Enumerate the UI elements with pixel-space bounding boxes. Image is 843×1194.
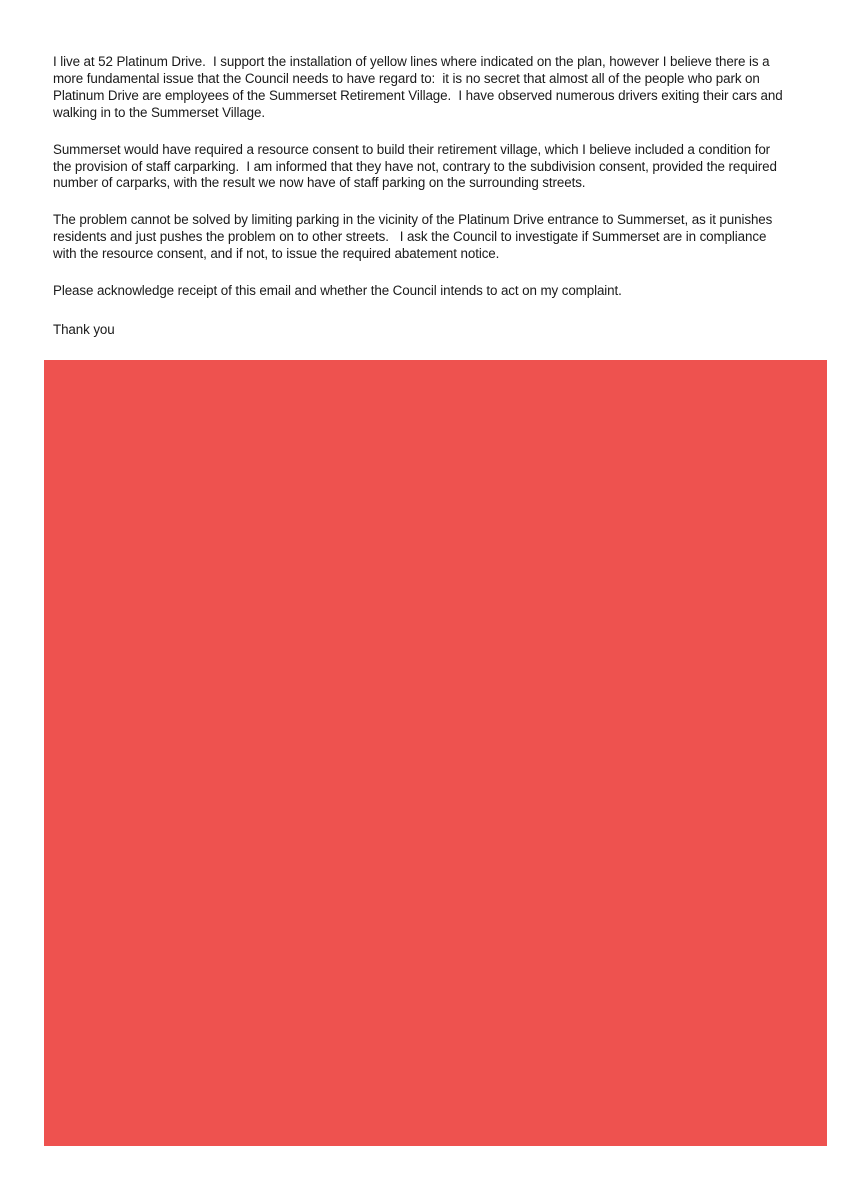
paragraph-address-support: I live at 52 Platinum Drive. I support the installation of yellow lines where indicated on the plan, however I believe there is a more fundamental issue that the Council needs to have regard to: it is no secret that almost all of the people who park on Platinum Drive are employees of the Summerset Retirement Village. I have observed numerous drivers exiting their cars and walking in to the Summerset Village. xyxy=(53,54,787,120)
letter-body xyxy=(53,54,791,339)
paragraph-acknowledge: Please acknowledge receipt of this email and whether the Council intends to act on my complaint. xyxy=(53,283,622,299)
paragraph-resource-consent: Summerset would have required a resource consent to build their retirement village, which I believe included a condition for the provision of staff carparking. I am informed that they have not, contrary to the subdivision consent, provided the required number of carparks, with the result we now have of staff parking on the surrounding streets. xyxy=(53,141,781,191)
redaction-block xyxy=(44,360,827,1146)
closing-line: Thank you xyxy=(53,321,115,337)
paragraph-problem-request: The problem cannot be solved by limiting parking in the vicinity of the Platinum Drive entrance to Summerset, as it punishes residents and just pushes the problem on to other streets. I ask the Council to investigate if Summerset are in compliance with the resource consent, and if not, to issue the required abatement notice. xyxy=(53,212,776,262)
